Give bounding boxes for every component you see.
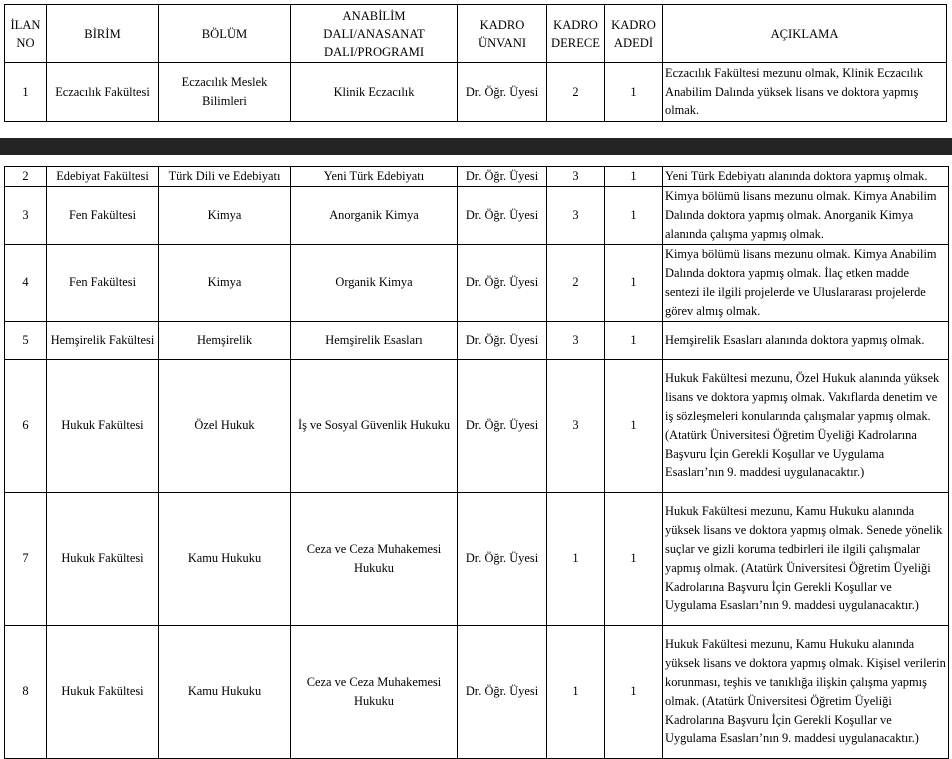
page-divider-bar bbox=[0, 138, 952, 155]
cell-aciklama: Hemşirelik Esasları alanında doktora yapmış olmak. bbox=[663, 321, 949, 359]
cell-adet: 1 bbox=[605, 245, 663, 322]
table-row bbox=[5, 321, 949, 359]
cell-adet: 1 bbox=[605, 167, 663, 187]
cell-aciklama: Kimya bölümü lisans mezunu olmak. Kimya Anabilim Dalında doktora yapmış olmak. İlaç etken madde sentezi ile ilgili projelerde ve Uluslararası projelerde görev almış olmak. bbox=[663, 245, 949, 322]
cell-bolum: Kamu Hukuku bbox=[159, 625, 291, 758]
header-birim: BİRİM bbox=[47, 5, 159, 63]
header-kadro-derece: KADRO DERECE bbox=[547, 5, 605, 63]
cell-birim: Hukuk Fakültesi bbox=[47, 492, 159, 625]
cell-aciklama: Eczacılık Fakültesi mezunu olmak, Klinik Eczacılık Anabilim Dalında yüksek lisans ve doktora yapmış olmak. bbox=[663, 63, 947, 122]
cell-adet: 1 bbox=[605, 321, 663, 359]
cell-bolum: Kimya bbox=[159, 187, 291, 245]
cell-no: 4 bbox=[5, 245, 47, 322]
cell-no: 8 bbox=[5, 625, 47, 758]
table-row bbox=[5, 625, 949, 758]
cell-adet: 1 bbox=[605, 492, 663, 625]
header-row bbox=[5, 5, 947, 63]
table-row bbox=[5, 187, 949, 245]
cell-anabilim: Anorganik Kimya bbox=[291, 187, 458, 245]
cell-derece: 3 bbox=[547, 187, 605, 245]
cell-anabilim: Ceza ve Ceza Muhakemesi Hukuku bbox=[291, 492, 458, 625]
cell-no: 3 bbox=[5, 187, 47, 245]
cell-no: 5 bbox=[5, 321, 47, 359]
cell-birim: Hemşirelik Fakültesi bbox=[47, 321, 159, 359]
cell-adet: 1 bbox=[605, 625, 663, 758]
cell-anabilim: Klinik Eczacılık bbox=[291, 63, 458, 122]
cell-birim: Hukuk Fakültesi bbox=[47, 625, 159, 758]
cell-unvan: Dr. Öğr. Üyesi bbox=[458, 492, 547, 625]
cell-no: 2 bbox=[5, 167, 47, 187]
cell-unvan: Dr. Öğr. Üyesi bbox=[458, 321, 547, 359]
cell-bolum: Eczacılık Meslek Bilimleri bbox=[159, 63, 291, 122]
cell-unvan: Dr. Öğr. Üyesi bbox=[458, 245, 547, 322]
cell-anabilim: Hemşirelik Esasları bbox=[291, 321, 458, 359]
cell-adet: 1 bbox=[605, 187, 663, 245]
cell-derece: 1 bbox=[547, 625, 605, 758]
cell-anabilim: İş ve Sosyal Güvenlik Hukuku bbox=[291, 359, 458, 492]
cell-birim: Hukuk Fakültesi bbox=[47, 359, 159, 492]
listing-table-bottom bbox=[4, 166, 949, 759]
cell-unvan: Dr. Öğr. Üyesi bbox=[458, 359, 547, 492]
cell-anabilim: Ceza ve Ceza Muhakemesi Hukuku bbox=[291, 625, 458, 758]
cell-unvan: Dr. Öğr. Üyesi bbox=[458, 167, 547, 187]
cell-anabilim: Yeni Türk Edebiyatı bbox=[291, 167, 458, 187]
cell-no: 7 bbox=[5, 492, 47, 625]
cell-derece: 2 bbox=[547, 245, 605, 322]
table-row bbox=[5, 167, 949, 187]
cell-anabilim: Organik Kimya bbox=[291, 245, 458, 322]
listing-table-top bbox=[4, 4, 947, 122]
cell-unvan: Dr. Öğr. Üyesi bbox=[458, 63, 547, 122]
cell-birim: Fen Fakültesi bbox=[47, 245, 159, 322]
cell-birim: Fen Fakültesi bbox=[47, 187, 159, 245]
table-row bbox=[5, 63, 947, 122]
cell-no: 1 bbox=[5, 63, 47, 122]
header-kadro-adedi: KADRO ADEDİ bbox=[605, 5, 663, 63]
table-row bbox=[5, 359, 949, 492]
cell-derece: 3 bbox=[547, 167, 605, 187]
cell-no: 6 bbox=[5, 359, 47, 492]
cell-bolum: Kamu Hukuku bbox=[159, 492, 291, 625]
header-aciklama: AÇIKLAMA bbox=[663, 5, 947, 63]
cell-bolum: Özel Hukuk bbox=[159, 359, 291, 492]
cell-aciklama: Hukuk Fakültesi mezunu, Kamu Hukuku alanında yüksek lisans ve doktora yapmış olmak. Kişisel verilerin korunması, teşhis ve tanıklığa ilişkin çalışma yapmış olmak. (Atatürk Üniversitesi Öğretim Üyeliği Kadrolarına Başvuru İçin Gerekli Koşullar ve Uygulama Esasları’nın 9. maddesi uygulanacaktır.) bbox=[663, 625, 949, 758]
header-kadro-unvani: KADRO ÜNVANI bbox=[458, 5, 547, 63]
cell-bolum: Hemşirelik bbox=[159, 321, 291, 359]
cell-birim: Edebiyat Fakültesi bbox=[47, 167, 159, 187]
cell-bolum: Kimya bbox=[159, 245, 291, 322]
cell-derece: 1 bbox=[547, 492, 605, 625]
cell-derece: 3 bbox=[547, 359, 605, 492]
cell-unvan: Dr. Öğr. Üyesi bbox=[458, 625, 547, 758]
cell-aciklama: Kimya bölümü lisans mezunu olmak. Kimya Anabilim Dalında doktora yapmış olmak. Anorganik Kimya alanında çalışma yapmış olmak. bbox=[663, 187, 949, 245]
cell-aciklama: Hukuk Fakültesi mezunu, Kamu Hukuku alanında yüksek lisans ve doktora yapmış olmak. Senede yönelik suçlar ve gizli koruma tedbirleri ile ilgili çalışmalar yapmış olmak. (Atatürk Üniversitesi Öğretim Üyeliği Kadrolarına Başvuru İçin Gerekli Koşullar ve Uygulama Esasları’nın 9. maddesi uygulanacaktır.) bbox=[663, 492, 949, 625]
cell-aciklama: Hukuk Fakültesi mezunu, Özel Hukuk alanında yüksek lisans ve doktora yapmış olmak. Vakıflarda denetim ve iş sözleşmeleri konularında çalışmalar yapmış olmak. (Atatürk Üniversitesi Öğretim Üyeliği Kadrolarına Başvuru İçin Gerekli Koşullar ve Uygulama Esasları’nın 9. maddesi uygulanacaktır.) bbox=[663, 359, 949, 492]
header-bolum: BÖLÜM bbox=[159, 5, 291, 63]
cell-bolum: Türk Dili ve Edebiyatı bbox=[159, 167, 291, 187]
cell-aciklama: Yeni Türk Edebiyatı alanında doktora yapmış olmak. bbox=[663, 167, 949, 187]
table-row bbox=[5, 492, 949, 625]
header-ilan-no: İLAN NO bbox=[5, 5, 47, 63]
cell-adet: 1 bbox=[605, 359, 663, 492]
cell-adet: 1 bbox=[605, 63, 663, 122]
cell-derece: 2 bbox=[547, 63, 605, 122]
header-anabilim: ANABİLİM DALI/ANASANAT DALI/PROGRAMI bbox=[291, 5, 458, 63]
cell-birim: Eczacılık Fakültesi bbox=[47, 63, 159, 122]
table-row bbox=[5, 245, 949, 322]
cell-unvan: Dr. Öğr. Üyesi bbox=[458, 187, 547, 245]
cell-derece: 3 bbox=[547, 321, 605, 359]
